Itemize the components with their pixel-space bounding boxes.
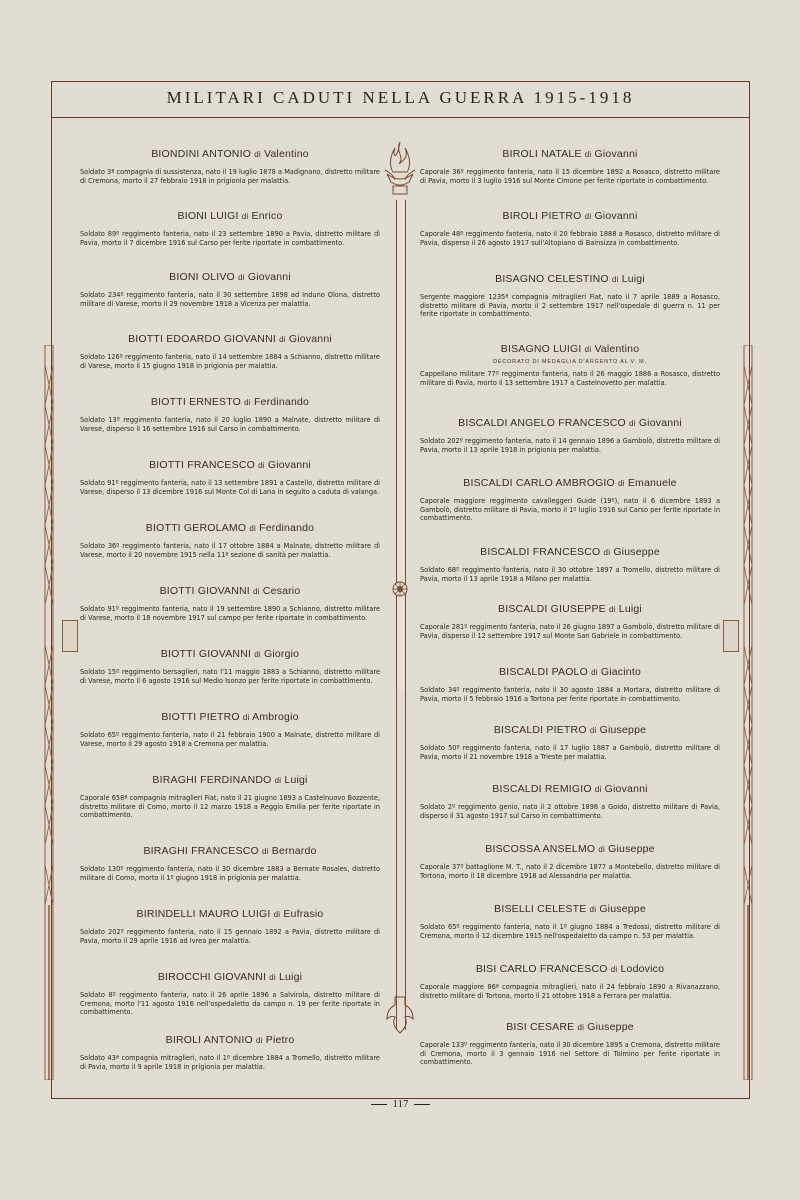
entry-text: Soldato 13º reggimento fanteria, nato il 20 luglio 1890 a Malnate, distretto militare di Varese, disperso il 16 settembre 1916 sul Carso in combattimento. bbox=[80, 416, 380, 433]
entry-name: BIOTTI EDOARDO GIOVANNI di Giovanni bbox=[128, 333, 332, 345]
entry-name: BISCALDI GIUSEPPE di Luigi bbox=[498, 603, 642, 615]
page-number-text: 117 bbox=[392, 1098, 409, 1110]
torch-flame-icon bbox=[383, 140, 417, 200]
entry-name: BIRAGHI FRANCESCO di Bernardo bbox=[143, 845, 317, 857]
left-pole-ornament bbox=[40, 345, 58, 1080]
entry-name: BISCALDI PIETRO di Giuseppe bbox=[493, 724, 647, 736]
entry-name: BIOTTI GEROLAMO di Ferdinando bbox=[145, 522, 315, 534]
entry-name: BIOTTI PIETRO di Ambrogio bbox=[161, 711, 299, 723]
entry-text: Sergente maggiore 1235ª compagnia mitraglieri Fiat, nato il 7 aprile 1889 a Rosasco, distretto militare di Pavia, morto il 2 settembre 1917 nell'ospedale di guerra n. 11 per ferite riportate in combattimento. bbox=[420, 293, 720, 319]
lattice-pole-icon bbox=[739, 345, 757, 1080]
right-pole-ornament bbox=[739, 345, 757, 1080]
entry bbox=[420, 417, 720, 454]
right-bracket bbox=[723, 620, 739, 652]
entry-name: BISCALDI PAOLO di Giacinto bbox=[499, 666, 641, 678]
entry-text: Soldato 126º reggimento fanteria, nato il 14 settembre 1884 a Schianno, distretto militare di Varese, morto il 15 giugno 1918 in prigionia per malattia. bbox=[80, 353, 380, 370]
entry bbox=[420, 783, 720, 820]
torch-shaft-upper bbox=[396, 200, 406, 690]
entry-text: Soldato 65º reggimento fanteria, nato il 21 febbraio 1900 a Malnate, distretto militare di Varese, morto il 29 agosto 1918 a Cremona per malattia. bbox=[80, 731, 380, 748]
entry-name: BIROLI ANTONIO di Pietro bbox=[165, 1034, 295, 1046]
torch-base-icon bbox=[383, 995, 417, 1035]
entry bbox=[80, 210, 380, 247]
rosette-icon bbox=[391, 580, 409, 598]
entry-name: BIONDINI ANTONIO di Valentino bbox=[151, 148, 309, 160]
entry-text: Cappellano militare 77º reggimento fanteria, nato il 26 maggio 1886 a Rosasco, distretto militare di Pavia, morto il 13 settembre 1917 a Castelnovetto per malattia. bbox=[420, 370, 720, 387]
entry bbox=[420, 1021, 720, 1067]
entry-name: BISAGNO LUIGI di Valentino bbox=[500, 343, 640, 355]
entry bbox=[420, 724, 720, 761]
entry-text: Soldato 43ª compagnia mitraglieri, nato il 1º dicembre 1884 a Tromello, distretto militare di Pavia, morto il 9 aprile 1918 in prigionia per malattia. bbox=[80, 1054, 380, 1071]
entry bbox=[80, 396, 380, 433]
entry-text: Soldato 68º reggimento fanteria, nato il 30 ottobre 1897 a Tromello, distretto militare di Pavia, morto il 13 aprile 1918 a Milano per malattia. bbox=[420, 566, 720, 583]
entry-text: Soldato 34º reggimento fanteria, nato il 30 agosto 1884 a Mortara, distretto militare di Pavia, morto il 5 febbraio 1916 a Tortona per ferite riportate in combattimento. bbox=[420, 686, 720, 703]
dash-left bbox=[371, 1104, 387, 1105]
entry-text: Soldato 234º reggimento fanteria, nato il 30 settembre 1898 ad Induno Olona, distretto militare di Varese, morto il 29 novembre 1918 a Vicenza per malattia. bbox=[80, 291, 380, 308]
entry-text: Soldato 202º reggimento fanteria, nato il 14 gennaio 1896 a Gambolò, distretto militare di Pavia, morto il 13 aprile 1918 in prigionia per malattia. bbox=[420, 437, 720, 454]
entry-name: BIROLI PIETRO di Giovanni bbox=[502, 210, 638, 222]
entry bbox=[420, 666, 720, 703]
entry-name: BISELLI CELESTE di Giuseppe bbox=[494, 903, 646, 915]
entry bbox=[420, 273, 720, 319]
entry-text: Caporale 36º reggimento fanteria, nato il 15 dicembre 1892 a Rosasco, distretto militare di Pavia, morto il 3 luglio 1916 sul Monte Cimone per ferite riportate in combattimento. bbox=[420, 168, 720, 185]
entry-name: BISI CARLO FRANCESCO di Lodovico bbox=[475, 963, 665, 975]
entry-name: BISI CESARE di Giuseppe bbox=[506, 1021, 634, 1033]
entry-text: Caporale maggiore 86ª compagnia mitraglieri, nato il 24 febbraio 1890 a Rivanazzano, distretto militare di Tortona, morto il 21 ottobre 1918 a Ferrara per malattia. bbox=[420, 983, 720, 1000]
entry-name: BIONI LUIGI di Enrico bbox=[177, 210, 283, 222]
entry bbox=[420, 546, 720, 583]
entry bbox=[80, 1034, 380, 1071]
page-title: MILITARI CADUTI NELLA GUERRA 1915-1918 bbox=[166, 88, 635, 107]
entry-text: Soldato 8º reggimento fanteria, nato il 26 aprile 1896 a Salvirola, distretto militare di Cremona, morto l'11 agosto 1916 nell'ospedaletto da campo n. 19 per ferite riportate in combattimento. bbox=[80, 991, 380, 1017]
entry-text: Soldato 3ª compagnia di sussistenza, nato il 19 luglio 1878 a Madignano, distretto militare di Cremona, morto il 27 febbraio 1918 in prigionia per malattia. bbox=[80, 168, 380, 185]
entry-text: Soldato 91º reggimento fanteria, nato il 13 settembre 1891 a Castello, distretto militare di Varese, disperso il 13 dicembre 1916 sul Monte Col di Lana in seguito a caduta di valanga. bbox=[80, 479, 380, 496]
entry bbox=[80, 648, 380, 685]
torch-shaft-lower bbox=[396, 620, 406, 1030]
entry-name: BIONI OLIVO di Giovanni bbox=[169, 271, 291, 283]
entry bbox=[420, 477, 720, 523]
entry-name: BIOTTI FRANCESCO di Giovanni bbox=[149, 459, 311, 471]
entry bbox=[80, 522, 380, 559]
entry bbox=[80, 148, 380, 185]
entry-text: Caporale 281º reggimento fanteria, nato il 26 giugno 1897 a Gambolò, distretto militare di Pavia, disperso il 12 settembre 1917 sul Monte San Gabriele in combattimento. bbox=[420, 623, 720, 640]
entry bbox=[80, 459, 380, 496]
entry-text: Soldato 65º reggimento fanteria, nato il 1º giugno 1884 a Tredossi, distretto militare di Cremona, morto il 12 dicembre 1915 nell'ospedaletto da campo n. 53 per malattia. bbox=[420, 923, 720, 940]
entry bbox=[420, 843, 720, 880]
left-bracket bbox=[62, 620, 78, 652]
entry bbox=[80, 774, 380, 820]
entry-name: BISCALDI FRANCESCO di Giuseppe bbox=[480, 546, 660, 558]
entry-name: BIOTTI GIOVANNI di Cesario bbox=[159, 585, 301, 597]
header-rule bbox=[51, 117, 750, 118]
entry bbox=[80, 908, 380, 945]
entry-text: Soldato 91º reggimento fanteria, nato il 19 settembre 1890 a Schianno, distretto militare di Varese, morto il 18 novembre 1917 sul campo per ferite riportate in combattimento. bbox=[80, 605, 380, 622]
entry-text: Soldato 130º reggimento fanteria, nato il 30 dicembre 1883 a Bernate Rosales, distretto militare di Como, morto il 1º giugno 1918 in prigionia per malattia. bbox=[80, 865, 380, 882]
entry bbox=[80, 711, 380, 748]
entry-text: Caporale 37º battaglione M. T., nato il 2 dicembre 1877 a Montebello, distretto militare di Tortona, morto il 18 dicembre 1918 ad Alessandria per malattia. bbox=[420, 863, 720, 880]
entry bbox=[80, 845, 380, 882]
entry bbox=[80, 585, 380, 622]
entry-name: BISCALDI ANGELO FRANCESCO di Giovanni bbox=[458, 417, 682, 429]
entry bbox=[420, 963, 720, 1000]
entry-name: BISCOSSA ANSELMO di Giuseppe bbox=[485, 843, 655, 855]
entry-name: BIROLI NATALE di Giovanni bbox=[502, 148, 638, 160]
entry-name: BIRAGHI FERDINANDO di Luigi bbox=[152, 774, 308, 786]
entry-name: BISAGNO CELESTINO di Luigi bbox=[495, 273, 645, 285]
entry-text: Soldato 36º reggimento fanteria, nato il 17 ottobre 1884 a Malnate, distretto militare di Varese, morto il 20 novembre 1915 nella 11ª sezione di sanità per malattia. bbox=[80, 542, 380, 559]
medal-decoration: DECORATO DI MEDAGLIA D'ARGENTO AL V. M. bbox=[493, 359, 647, 365]
entry bbox=[420, 903, 720, 940]
entry-name: BIOTTI ERNESTO di Ferdinando bbox=[150, 396, 310, 408]
entry-name: BIOTTI GIOVANNI di Giorgio bbox=[160, 648, 300, 660]
entry bbox=[80, 271, 380, 308]
dash-right bbox=[414, 1104, 430, 1105]
entry-text: Soldato 2º reggimento genio, nato il 2 ottobre 1898 a Goido, distretto militare di Pavia, disperso il 31 agosto 1917 sul Carso in combattimento. bbox=[420, 803, 720, 820]
entry-name: BISCALDI REMIGIO di Giovanni bbox=[492, 783, 648, 795]
entry bbox=[80, 971, 380, 1017]
entry-text: Caporale 48º reggimento fanteria, nato il 20 febbraio 1888 a Rosasco, distretto militare di Pavia, disperso il 26 agosto 1917 sull'Altopiano di Bainsizza in combattimento. bbox=[420, 230, 720, 247]
entry-text: Caporale 658ª compagnia mitraglieri Fiat, nato il 21 giugno 1893 a Castelnuovo Bozzente, distretto militare di Como, morto il 12 marzo 1918 a Reggio Emilia per ferite riportate in combattimento. bbox=[80, 794, 380, 820]
entry-text: Soldato 15º reggimento bersaglieri, nato l'11 maggio 1883 a Schianno, distretto militare di Varese, morto il 6 agosto 1916 sul Medio Isonzo per ferite riportate in combattimento. bbox=[80, 668, 380, 685]
entry-text: Soldato 50º reggimento fanteria, nato il 17 luglio 1887 a Gambolò, distretto militare di Pavia, morto il 21 novembre 1918 a Trieste per malattia. bbox=[420, 744, 720, 761]
entry bbox=[420, 603, 720, 640]
entry-text: Caporale maggiore reggimento cavalleggeri Guide (19º), nato il 6 dicembre 1893 a Gambolò, distretto militare di Pavia, morto il 1º luglio 1916 sul Carso per ferite riportate in combattimento. bbox=[420, 497, 720, 523]
entry-name: BISCALDI CARLO AMBROGIO di Emanuele bbox=[463, 477, 677, 489]
lattice-pole-icon bbox=[40, 345, 58, 1080]
entry-text: Caporale 133º reggimento fanteria, nato il 30 dicembre 1895 a Cremona, distretto militare di Cremona, morto il 3 gennaio 1916 nel Settore di Tolmino per ferite riportate in combattimento. bbox=[420, 1041, 720, 1067]
entry-name: BIRINDELLI MAURO LUIGI di Eufrasio bbox=[136, 908, 324, 920]
entry-text: Soldato 202º reggimento fanteria, nato il 15 gennaio 1892 a Pavia, distretto militare di Pavia, morto il 29 aprile 1916 ad Ivrea per malattia. bbox=[80, 928, 380, 945]
entry-name: BIROCCHI GIOVANNI di Luigi bbox=[157, 971, 303, 983]
entry-text: Soldato 89º reggimento fanteria, nato il 23 settembre 1890 a Pavia, distretto militare di Pavia, morto il 7 dicembre 1916 sul Carso per ferite riportate in combattimento. bbox=[80, 230, 380, 247]
torch-ornament bbox=[383, 140, 417, 1040]
entry bbox=[420, 210, 720, 247]
entry bbox=[420, 343, 720, 387]
page-number bbox=[51, 1098, 750, 1110]
entry bbox=[80, 333, 380, 370]
entry bbox=[420, 148, 720, 185]
